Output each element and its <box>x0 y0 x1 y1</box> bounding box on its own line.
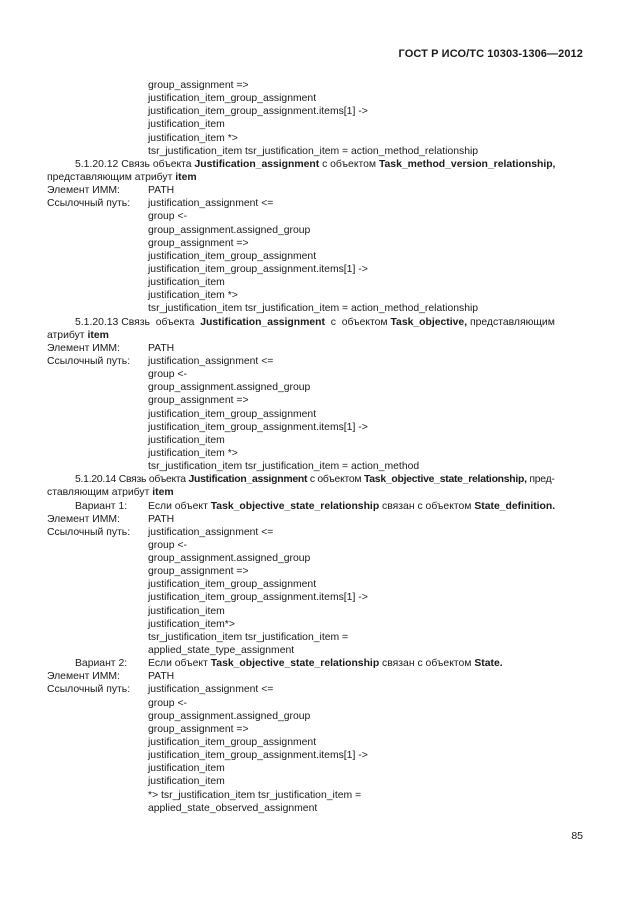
path-line: group <- <box>148 211 187 223</box>
section-heading-continuation: атрибут item <box>47 329 109 341</box>
path-line: justification_item <box>148 605 225 617</box>
section-heading: 5.1.20.13 Связь объекта Justification_assignment с объектом Task_objective, представляющим <box>75 316 555 328</box>
path-line: justification_item <box>148 434 225 446</box>
path-line: group_assignment => <box>148 723 249 735</box>
path-line: justification_item*> <box>148 618 235 630</box>
path-line: tsr_justification_item tsr_justification_item = action_method_relationship <box>148 145 479 157</box>
imm-element-row: Элемент ИММ: PATH <box>47 185 175 197</box>
path-line: group_assignment.assigned_group <box>148 710 311 722</box>
path-line: justification_item_group_assignment.items[1] -> <box>148 106 368 118</box>
path-line: group <- <box>148 539 187 551</box>
path-line: tsr_justification_item tsr_justification_item = action_method <box>148 461 420 473</box>
reference-path-row: Ссылочный путь: justification_assignment <= <box>47 198 274 210</box>
path-line: justification_item_group_assignment <box>148 93 317 105</box>
section-heading-continuation: ставляющим атрибут item <box>47 487 174 499</box>
path-line: tsr_justification_item tsr_justification_item = <box>148 631 349 643</box>
page-number: 85 <box>571 830 583 842</box>
section-heading-continuation: представляющим атрибут item <box>47 171 197 183</box>
path-line: justification_item_group_assignment.items[1] -> <box>148 592 368 604</box>
path-line: justification_item_group_assignment <box>148 737 317 749</box>
path-line: group <- <box>148 697 187 709</box>
reference-path-row: Ссылочный путь: justification_assignment <= <box>47 355 274 367</box>
path-line: tsr_justification_item tsr_justification_item = action_method_relationship <box>148 303 479 315</box>
path-line: justification_item *> <box>148 290 238 302</box>
section-5-1-20-13 <box>47 316 583 474</box>
section-5-1-20-12 <box>47 158 583 316</box>
imm-element-row: Элемент ИММ: PATH <box>47 513 175 525</box>
imm-element-row: Элемент ИММ: PATH <box>47 671 175 683</box>
path-line: *> tsr_justification_item tsr_justification_item = <box>148 789 362 801</box>
path-block-continuation <box>47 79 583 158</box>
path-line: justification_item <box>148 763 225 775</box>
path-line: group_assignment.assigned_group <box>148 553 311 565</box>
reference-path-row: Ссылочный путь: justification_assignment <= <box>47 526 274 538</box>
section-5-1-20-14 <box>47 473 583 815</box>
path-line: applied_state_observed_assignment <box>148 802 318 814</box>
path-line: justification_item_group_assignment.items[1] -> <box>148 263 368 275</box>
path-line: justification_item <box>148 119 225 131</box>
path-line: group_assignment => <box>148 80 249 91</box>
reference-path-row: Ссылочный путь: justification_assignment <= <box>47 684 274 696</box>
path-line: group_assignment.assigned_group <box>148 382 311 394</box>
path-line: justification_item_group_assignment <box>148 579 317 591</box>
path-line: justification_item_group_assignment <box>148 408 317 420</box>
path-line: justification_item_group_assignment.items[1] -> <box>148 421 368 433</box>
path-line: group_assignment => <box>148 237 249 249</box>
document-body <box>47 79 583 815</box>
path-line: justification_item *> <box>148 132 238 144</box>
path-line: justification_item *> <box>148 447 238 459</box>
section-heading: 5.1.20.12 Связь объекта Justification_assignment с объектом Task_method_version_relationship, <box>75 158 556 170</box>
path-line: justification_item_group_assignment <box>148 250 317 262</box>
path-line: applied_state_type_assignment <box>148 645 295 657</box>
path-line: group_assignment => <box>148 395 249 407</box>
path-line: group <- <box>148 369 187 381</box>
path-line: justification_item_group_assignment.items[1] -> <box>148 750 368 762</box>
path-line: group_assignment.assigned_group <box>148 224 311 236</box>
path-line: group_assignment => <box>148 566 249 578</box>
standard-header: ГОСТ Р ИСО/ТС 10303-1306—2012 <box>398 48 583 60</box>
section-heading: 5.1.20.14 Связь объекта Justification_assignment с объектом Task_objective_state_relationship, пред- <box>75 474 555 486</box>
imm-element-row: Элемент ИММ: PATH <box>47 342 175 354</box>
path-line: justification_item <box>148 776 225 788</box>
variant-1-row: Вариант 1: Если объект Task_objective_state_relationship связан с объектом State_definition. <box>75 500 556 512</box>
variant-2-row: Вариант 2: Если объект Task_objective_state_relationship связан с объектом State. <box>75 658 503 670</box>
path-line: justification_item <box>148 277 225 289</box>
